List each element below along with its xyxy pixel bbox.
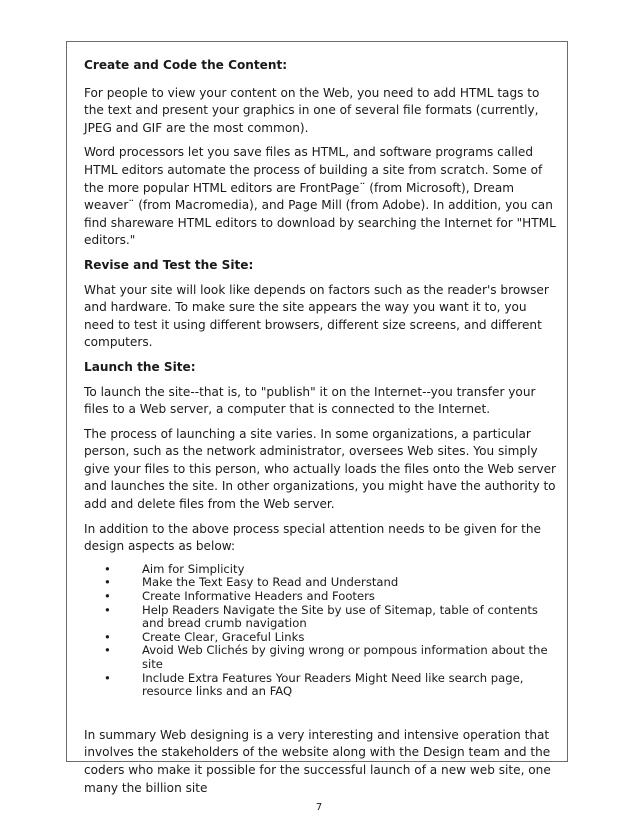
heading-revise-test: Revise and Test the Site: xyxy=(84,257,254,272)
bullet-icon: • xyxy=(104,643,111,658)
paragraph-launch-3: In addition to the above process special attention needs to be given for the design aspects as below: xyxy=(84,521,541,554)
list-item: • Include Extra Features Your Readers Might Need like search page, resource links and an FAQ xyxy=(104,670,524,699)
page-number: 7 xyxy=(315,802,323,813)
paragraph-revise-1: What your site will look like depends on factors such as the reader's browser and hardware. To make sure the site appears the way you want it to, you need to test it using different browsers, different size screens, and different computers. xyxy=(84,282,549,350)
document-body xyxy=(84,57,558,804)
paragraph-create-2: Word processors let you save files as HTML, and software programs called HTML editors automate the process of building a site from scratch. Some of the more popular HTML editors are FrontPage¨ (from Microsoft), Dream weaver¨ (from Macromedia), and Page Mill (from Adobe). In addition, you can find shareware HTML editors to download by searching the Internet for "HTML editors." xyxy=(84,145,556,248)
list-item: • Create Informative Headers and Footers xyxy=(104,589,375,604)
design-aspects-list xyxy=(84,563,558,699)
bullet-icon: • xyxy=(104,575,111,590)
bullet-icon: • xyxy=(104,602,111,617)
bullet-icon: • xyxy=(104,589,111,604)
paragraph-launch-1: To launch the site--that is, to "publish" it on the Internet--you transfer your files to a Web server, a computer that is connected to the Internet. xyxy=(84,384,536,417)
paragraph-launch-2: The process of launching a site varies. In some organizations, a particular person, such as the network administrator, oversees Web sites. You simply give your files to this person, who actually loads the files onto the Web server and launches the site. In other organizations, you might have the authority to add and delete files from the Web server. xyxy=(84,426,556,512)
list-item: • Avoid Web Clichés by giving wrong or pompous information about the site xyxy=(104,643,548,671)
paragraph-create-1: For people to view your content on the Web, you need to add HTML tags to the text and present your graphics in one of several file formats (currently, JPEG and GIF are the most common). xyxy=(84,85,540,135)
paragraph-summary: In summary Web designing is a very interesting and intensive operation that involves the stakeholders of the website along with the Design team and the coders who make it possible for the successful launch of a new web site, one many the billion site xyxy=(84,727,551,795)
heading-create-content: Create and Code the Content: xyxy=(84,58,288,72)
list-item: • Create Clear, Graceful Links xyxy=(104,629,305,644)
list-item: • Aim for Simplicity xyxy=(104,561,245,576)
bullet-icon: • xyxy=(104,670,111,685)
heading-launch-site: Launch the Site: xyxy=(84,359,196,374)
list-item: • Make the Text Easy to Read and Understand xyxy=(104,575,399,590)
bullet-icon: • xyxy=(104,561,111,576)
bullet-icon: • xyxy=(104,629,111,644)
list-item: • Help Readers Navigate the Site by use of Sitemap, table of contents and bread crumb navigation xyxy=(104,602,538,631)
